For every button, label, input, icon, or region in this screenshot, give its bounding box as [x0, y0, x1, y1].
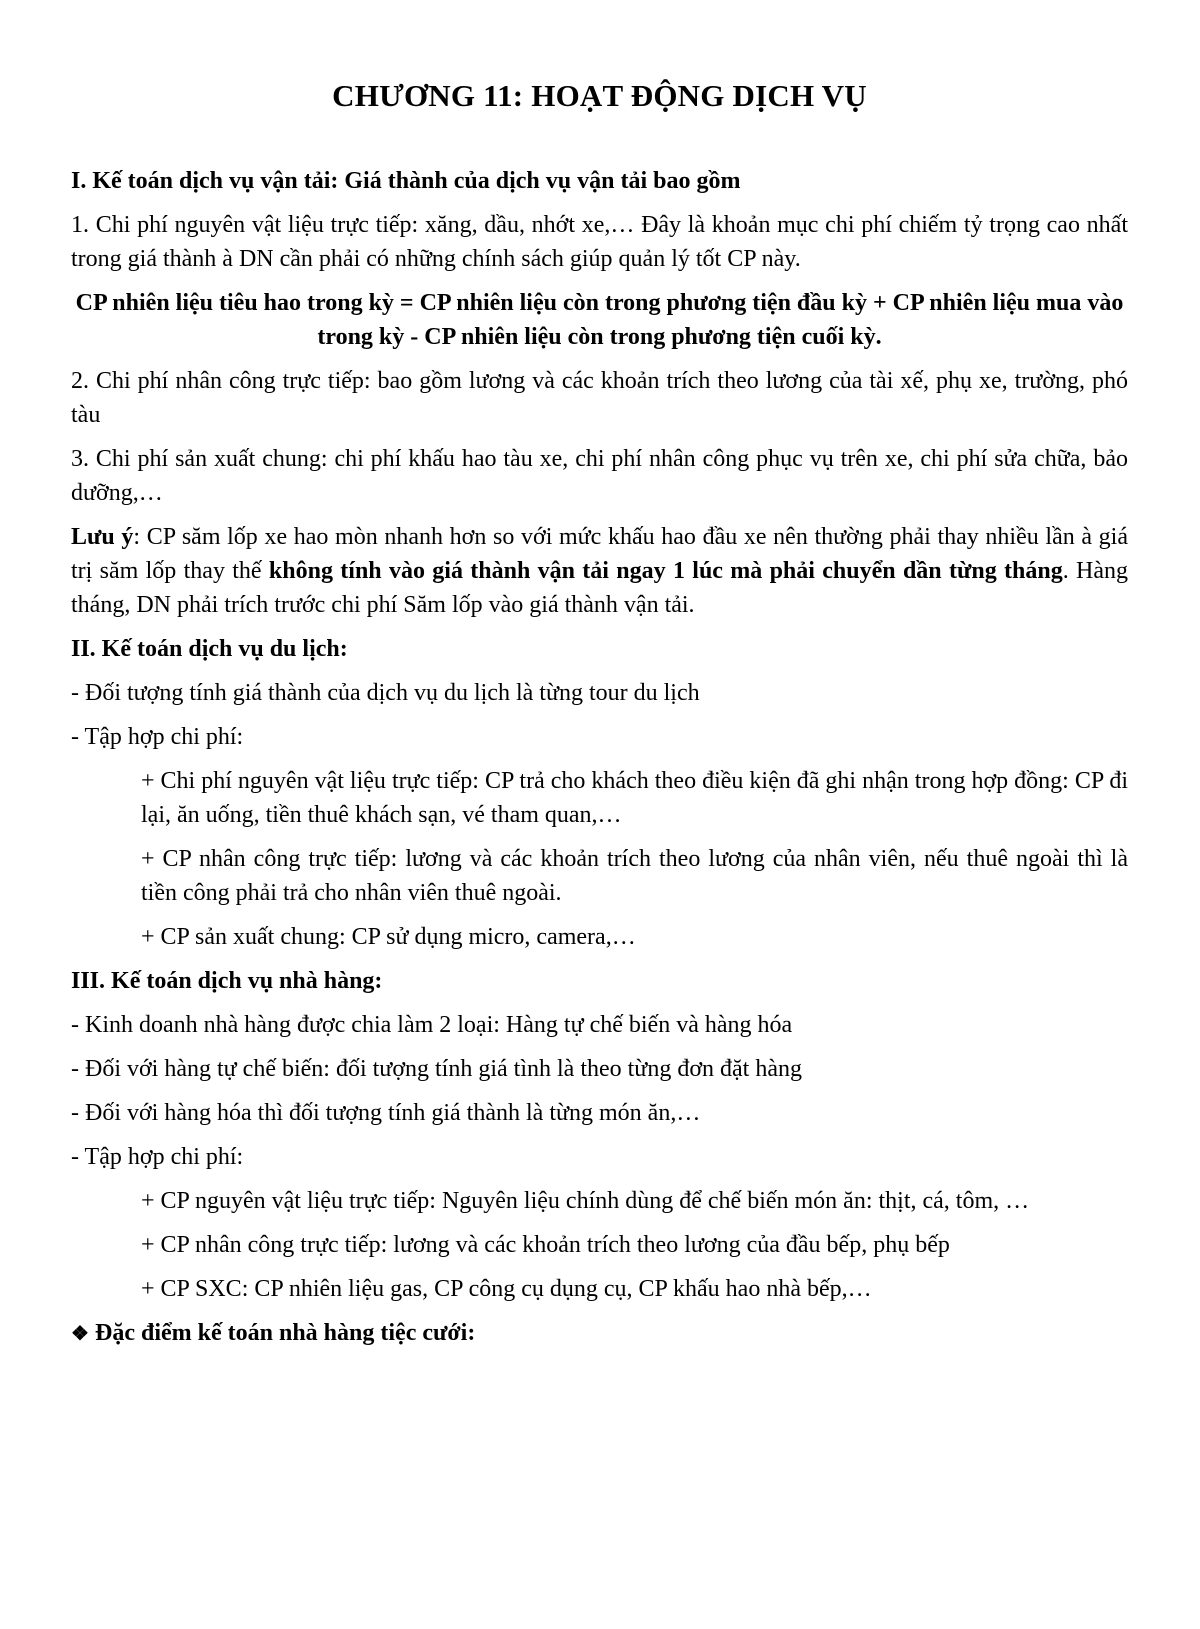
tourism-line-2: - Tập hợp chi phí: — [71, 724, 244, 750]
restaurant-sub-3: + CP SXC: CP nhiên liệu gas, CP công cụ dụng cụ, CP khấu hao nhà bếp,… — [141, 1276, 872, 1302]
restaurant-line-1: - Kinh doanh nhà hàng được chia làm 2 loại: Hàng tự chế biến và hàng hóa — [71, 1012, 793, 1038]
note-text-1: : CP săm lốp xe hao mòn nhanh hơn so với mức khấu hao đầu xe nên thường phải thay nhiều lần à giá trị săm lốp thay thế — [71, 524, 1128, 584]
restaurant-sub-1: + CP nguyên vật liệu trực tiếp: Nguyên liệu chính dùng để chế biến món ăn: thịt, cá, tôm, … — [141, 1188, 1030, 1214]
tourism-line-1: - Đối tượng tính giá thành của dịch vụ du lịch là từng tour du lịch — [71, 680, 700, 706]
wedding-heading-text: Đặc điểm kế toán nhà hàng tiệc cưới: — [95, 1320, 476, 1346]
wedding-heading — [71, 1316, 1128, 1351]
diamond-bullet-icon: ❖ — [71, 1323, 89, 1345]
section-heading-restaurant: III. Kế toán dịch vụ nhà hàng: — [71, 968, 383, 994]
restaurant-line-2: - Đối với hàng tự chế biến: đối tượng tính giá tình là theo từng đơn đặt hàng — [71, 1056, 802, 1082]
section-heading-tourism: II. Kế toán dịch vụ du lịch: — [71, 636, 348, 662]
fuel-formula: CP nhiên liệu tiêu hao trong kỳ = CP nhiên liệu còn trong phương tiện đầu kỳ + CP nhiên liệu mua vào trong kỳ - CP nhiên liệu còn trong phương tiện cuối kỳ. — [75, 290, 1124, 350]
restaurant-line-4: - Tập hợp chi phí: — [71, 1144, 244, 1170]
transport-note — [71, 520, 1128, 622]
section-heading-transport: I. Kế toán dịch vụ vận tải: Giá thành của dịch vụ vận tải bao gồm — [71, 168, 741, 194]
tourism-sub-1: + Chi phí nguyên vật liệu trực tiếp: CP trả cho khách theo điều kiện đã ghi nhận trong hợp đồng: CP đi lại, ăn uống, tiền thuê khách sạn, vé tham quan,… — [141, 768, 1128, 828]
note-label: Lưu ý — [71, 524, 134, 550]
tourism-sub-2: + CP nhân công trực tiếp: lương và các khoản trích theo lương của nhân viên, nếu thuê ngoài thì là tiền công phải trả cho nhân viên thuê ngoài. — [141, 846, 1128, 906]
tourism-sub-3: + CP sản xuất chung: CP sử dụng micro, camera,… — [141, 924, 636, 950]
restaurant-line-3: - Đối với hàng hóa thì đối tượng tính giá thành là từng món ăn,… — [71, 1100, 701, 1126]
page-title: CHƯƠNG 11: HOẠT ĐỘNG DỊCH VỤ — [332, 78, 867, 113]
restaurant-sub-2: + CP nhân công trực tiếp: lương và các khoản trích theo lương của đầu bếp, phụ bếp — [141, 1232, 950, 1258]
document-page — [0, 76, 1200, 1629]
note-text-2: . Hàng tháng, DN phải trích trước chi phí Săm lốp vào giá thành vận tải. — [71, 558, 1129, 618]
note-emphasis: không tính vào giá thành vận tải ngay 1 lúc mà phải chuyển dần từng tháng — [268, 558, 1063, 584]
transport-item-2: 2. Chi phí nhân công trực tiếp: bao gồm lương và các khoản trích theo lương của tài xế, phụ xe, trường, phó tàu — [71, 368, 1128, 428]
transport-item-3: 3. Chi phí sản xuất chung: chi phí khấu hao tàu xe, chi phí nhân công phục vụ trên xe, chi phí sửa chữa, bảo dưỡng,… — [71, 446, 1128, 506]
transport-item-1: 1. Chi phí nguyên vật liệu trực tiếp: xăng, dầu, nhớt xe,… Đây là khoản mục chi phí chiếm tỷ trọng cao nhất trong giá thành à DN cần phải có những chính sách giúp quản lý tốt CP này. — [71, 212, 1128, 272]
